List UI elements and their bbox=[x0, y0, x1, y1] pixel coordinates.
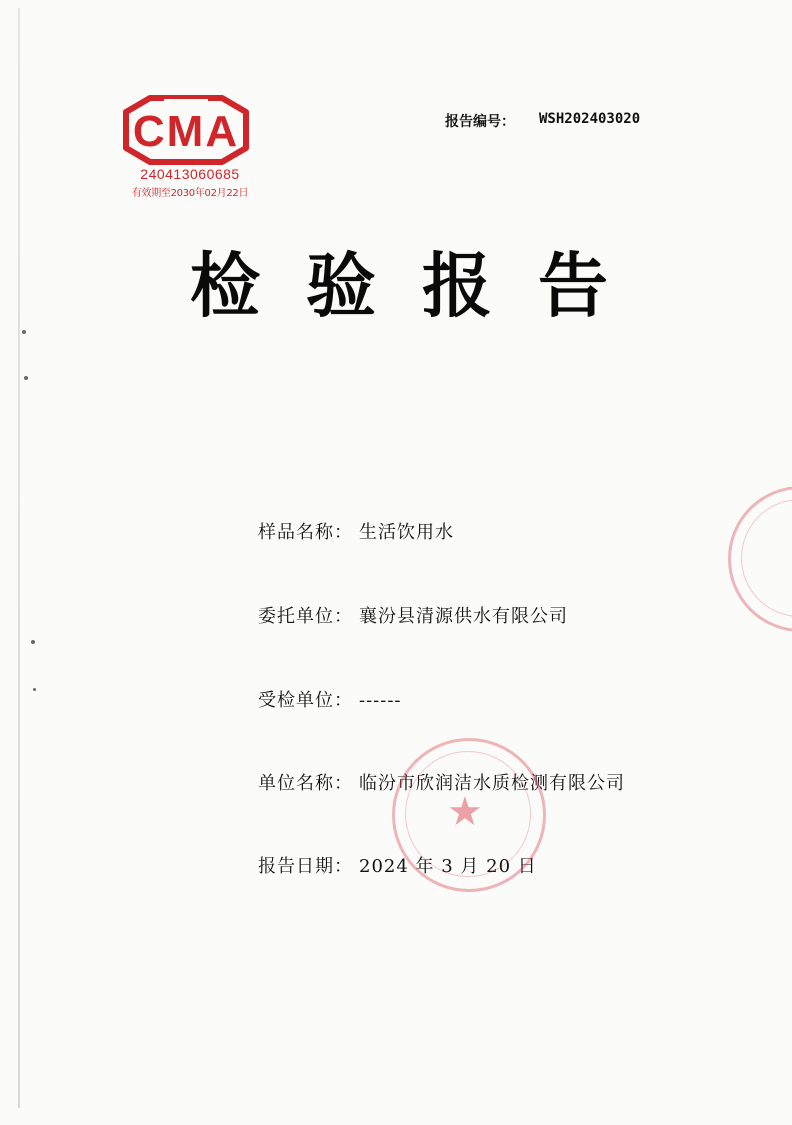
official-seal-icon bbox=[728, 486, 792, 632]
report-number-value: WSH202403020 bbox=[539, 111, 641, 127]
field-label: 单位名称： bbox=[258, 773, 353, 794]
field-label: 样品名称： bbox=[258, 522, 353, 543]
field-value: 襄汾县清源供水有限公司 bbox=[359, 606, 568, 627]
cma-certificate-number: 240413060685 bbox=[140, 166, 240, 182]
field-value: ------ bbox=[359, 690, 402, 711]
page-title: 检验报告 bbox=[190, 245, 654, 327]
field-client bbox=[258, 602, 568, 628]
field-report-date bbox=[258, 852, 537, 878]
page-left-edge bbox=[18, 8, 20, 1108]
cma-certification-mark bbox=[120, 90, 252, 208]
field-value: 临汾市欣润洁水质检测有限公司 bbox=[359, 773, 625, 794]
field-sample-name bbox=[258, 518, 454, 544]
field-value: 生活饮用水 bbox=[359, 522, 454, 543]
binding-hole bbox=[33, 688, 36, 691]
cma-logo-icon bbox=[120, 90, 252, 170]
cma-logo-letters: CMA bbox=[132, 107, 240, 156]
field-label: 委托单位： bbox=[258, 606, 353, 627]
field-label: 报告日期： bbox=[258, 856, 353, 877]
field-inspected-unit bbox=[258, 686, 402, 712]
field-organization bbox=[258, 769, 625, 795]
binding-hole bbox=[24, 376, 28, 380]
binding-hole bbox=[31, 640, 35, 644]
field-label: 受检单位： bbox=[258, 690, 353, 711]
report-number-label: 报告编号： bbox=[445, 114, 515, 130]
field-value: 2024 年 3 月 20 日 bbox=[359, 856, 537, 877]
cma-validity-date: 有效期至2030年02月22日 bbox=[131, 188, 249, 199]
seal-inner-ring bbox=[741, 499, 792, 617]
star-icon: ★ bbox=[447, 789, 483, 835]
